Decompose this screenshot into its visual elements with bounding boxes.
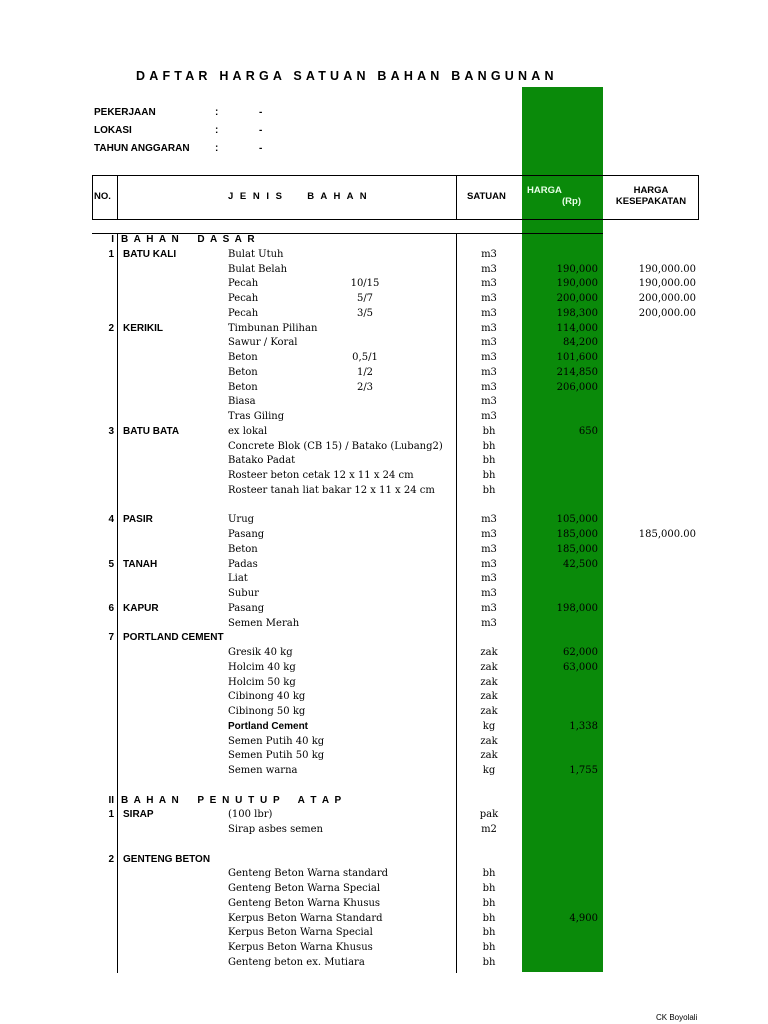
body-divider-jenis	[456, 233, 457, 973]
item-spec: 5/7	[356, 293, 374, 304]
meta-colon: :	[215, 143, 219, 154]
agreed-price: 190,000.00	[638, 264, 696, 275]
item-name: Concrete Blok (CB 15) / Batako (Lubang2)	[228, 441, 443, 452]
unit: bh	[482, 957, 496, 968]
group-name: PASIR	[123, 514, 153, 525]
unit: bh	[482, 883, 496, 894]
item-name: Pecah	[228, 278, 259, 289]
item-name: Rosteer beton cetak 12 x 11 x 24 cm	[228, 470, 414, 481]
footer-office: CK Boyolali	[656, 1013, 698, 1022]
unit: pak	[479, 809, 499, 820]
item-spec: 10/15	[350, 278, 380, 289]
header-no: NO.	[94, 191, 111, 202]
unit: m3	[481, 352, 497, 363]
unit: m3	[481, 293, 497, 304]
row-number: 2	[108, 854, 114, 865]
header-harga: HARGA	[527, 185, 562, 196]
unit: m3	[481, 411, 497, 422]
header-divider-no	[117, 175, 118, 220]
price-value: 63,000	[563, 662, 598, 673]
meta-colon: :	[215, 107, 219, 118]
item-name: Batako Padat	[228, 455, 296, 466]
unit: bh	[482, 485, 496, 496]
unit: m3	[481, 396, 497, 407]
item-name: Holcim 50 kg	[228, 677, 296, 688]
item-name: Pasang	[228, 529, 265, 540]
unit: m3	[481, 278, 497, 289]
item-spec: 1/2	[356, 367, 374, 378]
price-value: 62,000	[563, 647, 598, 658]
meta-label: TAHUN ANGGARAN	[94, 143, 190, 154]
meta-label: PEKERJAAN	[94, 107, 156, 118]
unit: zak	[480, 691, 498, 702]
unit: m3	[481, 529, 497, 540]
unit: zak	[480, 647, 498, 658]
price-value: 4,900	[569, 913, 598, 924]
header-jenis-bahan: J E N I S B A H A N	[228, 191, 369, 202]
unit: m3	[481, 603, 497, 614]
row-number: II	[108, 795, 114, 806]
price-value: 185,000	[556, 529, 598, 540]
item-name: ex lokal	[228, 426, 268, 437]
meta-value: -	[259, 125, 263, 136]
header-kesepakatan-2: KESEPAKATAN	[615, 196, 687, 207]
header-top-border	[92, 175, 699, 176]
unit: m3	[481, 337, 497, 348]
price-value: 1,755	[569, 765, 598, 776]
row-number: 4	[108, 514, 114, 525]
item-spec: 0,5/1	[352, 352, 378, 363]
unit: bh	[482, 898, 496, 909]
item-name: Genteng Beton Warna Special	[228, 883, 381, 894]
unit: m3	[481, 618, 497, 629]
row-number: 3	[108, 426, 114, 437]
price-value: 190,000	[556, 264, 598, 275]
unit: m3	[481, 559, 497, 570]
header-left-border	[92, 175, 93, 220]
unit: m3	[481, 308, 497, 319]
price-value: 198,000	[556, 603, 598, 614]
unit: bh	[482, 455, 496, 466]
agreed-price: 190,000.00	[638, 278, 696, 289]
item-name: (100 lbr)	[228, 809, 273, 820]
unit: zak	[480, 750, 498, 761]
unit: bh	[482, 913, 496, 924]
item-name: Pasang	[228, 603, 265, 614]
agreed-price: 200,000.00	[638, 308, 696, 319]
unit: zak	[480, 736, 498, 747]
item-spec: 3/5	[356, 308, 374, 319]
price-value: 190,000	[556, 278, 598, 289]
item-name: Kerpus Beton Warna Khusus	[228, 942, 373, 953]
item-name: Cibinong 40 kg	[228, 691, 306, 702]
price-value: 105,000	[556, 514, 598, 525]
price-value: 185,000	[556, 544, 598, 555]
section-title: B A H A N D A S A R	[121, 234, 257, 245]
unit: bh	[482, 470, 496, 481]
header-kesepakatan-1: HARGA	[633, 185, 669, 196]
agreed-price: 185,000.00	[638, 529, 696, 540]
item-name: Bulat Belah	[228, 264, 288, 275]
item-name: Gresik 40 kg	[228, 647, 293, 658]
unit: m3	[481, 264, 497, 275]
price-value: 198,300	[556, 308, 598, 319]
header-satuan: SATUAN	[467, 191, 506, 202]
section-title: B A H A N P E N U T U P A T A P	[121, 795, 343, 806]
item-name: Subur	[228, 588, 259, 599]
unit: m3	[481, 544, 497, 555]
item-name: Liat	[228, 573, 248, 584]
group-name: KAPUR	[123, 603, 159, 614]
item-name: Holcim 40 kg	[228, 662, 296, 673]
item-name: Biasa	[228, 396, 256, 407]
item-name: Beton	[228, 382, 258, 393]
row-number: 7	[108, 632, 114, 643]
price-value: 42,500	[563, 559, 598, 570]
price-value: 1,338	[569, 721, 598, 732]
unit: m3	[481, 382, 497, 393]
row-number: 6	[108, 603, 114, 614]
row-number: I	[111, 234, 114, 245]
item-name: Kerpus Beton Warna Standard	[228, 913, 383, 924]
unit: zak	[480, 662, 498, 673]
price-value: 214,850	[556, 367, 598, 378]
unit: bh	[482, 426, 496, 437]
price-value: 84,200	[563, 337, 598, 348]
unit: bh	[482, 927, 496, 938]
price-value: 101,600	[556, 352, 598, 363]
item-name: Timbunan Pilihan	[228, 323, 318, 334]
unit: bh	[482, 868, 496, 879]
item-name: Semen warna	[228, 765, 298, 776]
meta-value: -	[259, 107, 263, 118]
price-value: 206,000	[556, 382, 598, 393]
price-value: 200,000	[556, 293, 598, 304]
item-name: Portland Cement	[228, 721, 309, 732]
group-name: BATU KALI	[123, 249, 177, 260]
unit: m3	[481, 514, 497, 525]
item-name: Semen Merah	[228, 618, 300, 629]
group-name: PORTLAND CEMENT	[123, 632, 224, 643]
agreed-price: 200,000.00	[638, 293, 696, 304]
unit: bh	[482, 942, 496, 953]
unit: m3	[481, 323, 497, 334]
price-value: 650	[578, 426, 598, 437]
row-number: 5	[108, 559, 114, 570]
group-name: GENTENG BETON	[123, 854, 211, 865]
item-name: Bulat Utuh	[228, 249, 284, 260]
item-name: Cibinong 50 kg	[228, 706, 306, 717]
header-divider-jenis	[456, 175, 457, 220]
item-name: Pecah	[228, 308, 259, 319]
unit: m3	[481, 249, 497, 260]
item-name: Kerpus Beton Warna Special	[228, 927, 373, 938]
item-name: Sirap asbes semen	[228, 824, 323, 835]
price-value: 114,000	[556, 323, 598, 334]
item-name: Padas	[228, 559, 258, 570]
item-name: Beton	[228, 367, 258, 378]
row-number: 1	[108, 809, 114, 820]
unit: kg	[482, 721, 496, 732]
body-divider-no	[117, 233, 118, 973]
unit: m3	[481, 367, 497, 378]
unit: zak	[480, 706, 498, 717]
item-name: Semen Putih 50 kg	[228, 750, 325, 761]
unit: zak	[480, 677, 498, 688]
item-name: Rosteer tanah liat bakar 12 x 11 x 24 cm	[228, 485, 435, 496]
item-name: Semen Putih 40 kg	[228, 736, 325, 747]
row-number: 1	[108, 249, 114, 260]
unit: m2	[481, 824, 497, 835]
meta-label: LOKASI	[94, 125, 132, 136]
item-name: Beton	[228, 544, 258, 555]
item-name: Beton	[228, 352, 258, 363]
meta-value: -	[259, 143, 263, 154]
unit: kg	[482, 765, 496, 776]
item-name: Genteng beton ex. Mutiara	[228, 957, 365, 968]
header-harga-unit: (Rp)	[562, 196, 581, 207]
meta-colon: :	[215, 125, 219, 136]
unit: bh	[482, 441, 496, 452]
row-number: 2	[108, 323, 114, 334]
item-name: Sawur / Koral	[228, 337, 298, 348]
group-name: SIRAP	[123, 809, 154, 820]
page-title: DAFTAR HARGA SATUAN BAHAN BANGUNAN	[136, 69, 558, 83]
item-name: Tras Giling	[228, 411, 285, 422]
item-name: Pecah	[228, 293, 259, 304]
item-name: Genteng Beton Warna standard	[228, 868, 389, 879]
item-spec: 2/3	[356, 382, 374, 393]
item-name: Genteng Beton Warna Khusus	[228, 898, 381, 909]
header-bottom-border	[92, 219, 699, 220]
group-name: TANAH	[123, 559, 158, 570]
unit: m3	[481, 573, 497, 584]
item-name: Urug	[228, 514, 255, 525]
unit: m3	[481, 588, 497, 599]
group-name: BATU BATA	[123, 426, 180, 437]
group-name: KERIKIL	[123, 323, 163, 334]
